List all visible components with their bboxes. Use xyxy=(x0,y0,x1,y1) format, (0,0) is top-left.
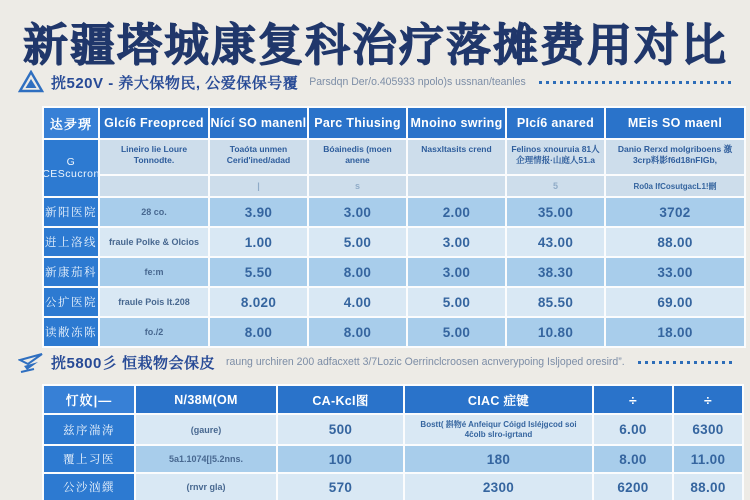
t1-cell: 10.80 xyxy=(507,318,604,346)
t1-subheader-mark: s xyxy=(309,176,406,196)
t1-subheader-desc: Danio Rerxd moIgriboens 激3crp料影f6d18nFIGb, xyxy=(606,140,744,174)
t1-header-cell: PIcí6 anared xyxy=(507,108,604,138)
t1-subheader-desc: Toaóta unmen Cerid'ined/adad xyxy=(210,140,307,174)
t1-cell: 8.00 xyxy=(309,258,406,286)
t2-cell: 8.00 xyxy=(594,446,672,472)
t1-header-cell: Mnoino swring xyxy=(408,108,505,138)
t2-cell: 11.00 xyxy=(674,446,742,472)
section1-heading: 挄520V - 养大保物民, 公爱保保号覆 xyxy=(51,74,299,92)
t1-cell: 5.00 xyxy=(309,228,406,256)
t2-cell: Bostt( 斟物é Anfeiqur Cóigd Isléjgcod soi 4ĉolb slro-igrtand xyxy=(405,415,592,444)
t2-header-cell: CA-KcI图 xyxy=(278,386,403,413)
t2-cell: 6300 xyxy=(674,415,742,444)
t1-subheader-desc: Nasxltasits crend xyxy=(408,140,505,174)
t2-header-sort-icon: ÷ xyxy=(594,386,672,413)
t2-cell: 5a1.1074[|5.2nns. xyxy=(136,446,276,472)
t1-header-cell: Glcí6 Freoprced xyxy=(100,108,208,138)
t1-cell: 18.00 xyxy=(606,318,744,346)
t1-cell: 88.00 xyxy=(606,228,744,256)
t2-row-label: 覆上习医 xyxy=(44,446,134,472)
page-title: 新疆塔城康复科治疗落摊费用对比 xyxy=(22,19,728,70)
section2-note: raung urchiren 200 adfacxett 3/7Lozic Oerrinclcroosen acnverypoing Isljoped oresird”. xyxy=(226,355,625,369)
t1-subheader-mark xyxy=(408,176,505,196)
t1-header-cell: Parc Thiusing xyxy=(309,108,406,138)
t2-header-cell: N/38M(OM xyxy=(136,386,276,413)
t1-cell: 28 co. xyxy=(100,198,208,226)
t1-cell: fe:m xyxy=(100,258,208,286)
t1-subheader-desc: Bóainedis (moen anene xyxy=(309,140,406,174)
t1-cell: 5.00 xyxy=(408,318,505,346)
t1-cell: 35.00 xyxy=(507,198,604,226)
t2-row-label: 公沙汹繏 xyxy=(44,474,134,500)
t2-header-cell: 忊妏|— xyxy=(44,386,134,413)
t2-header-sort-icon: ÷ xyxy=(674,386,742,413)
dotted-leader xyxy=(638,361,732,364)
t1-cell: 33.00 xyxy=(606,258,744,286)
t1-header-cell: 迏夛琾 xyxy=(44,108,98,138)
t1-cell: 69.00 xyxy=(606,288,744,316)
t1-cell: fo./2 xyxy=(100,318,208,346)
t2-cell: 88.00 xyxy=(674,474,742,500)
t1-cell: fraule Pois It.208 xyxy=(100,288,208,316)
t2-row-label: 兹序湍涛 xyxy=(44,415,134,444)
t1-row-label: 逬上洛线 xyxy=(44,228,98,256)
t2-cell: 6200 xyxy=(594,474,672,500)
t1-row-label: 读敝冻陈 xyxy=(44,318,98,346)
t1-header-cell: Nící SO manenl xyxy=(210,108,307,138)
t1-cell: 5.50 xyxy=(210,258,307,286)
t1-cell: 43.00 xyxy=(507,228,604,256)
t2-cell: 100 xyxy=(278,446,403,472)
t2-cell: 180 xyxy=(405,446,592,472)
paper-plane-icon xyxy=(18,350,44,374)
t1-cell: 38.30 xyxy=(507,258,604,286)
t1-subheader-desc: Lineiro lie Loure Tonnodte. xyxy=(100,140,208,174)
t2-cell: (gaure) xyxy=(136,415,276,444)
t1-subheader-mark: Ro0a IfCosutgacL1!刪 xyxy=(606,176,744,196)
t1-cell: 8.00 xyxy=(309,318,406,346)
t1-subheader-label: G CEScucron xyxy=(44,140,98,196)
t1-cell: 5.00 xyxy=(408,288,505,316)
t1-subheader-desc: Felinos xnouruia 81人企理情报·山庭人51.a xyxy=(507,140,604,174)
t1-subheader-mark: 5 xyxy=(507,176,604,196)
t2-cell: 2300 xyxy=(405,474,592,500)
t1-cell: 8.00 xyxy=(210,318,307,346)
t1-row-label: 新康茄科 xyxy=(44,258,98,286)
t1-cell: 8.020 xyxy=(210,288,307,316)
t1-cell: 3.90 xyxy=(210,198,307,226)
t1-cell: 3.00 xyxy=(408,228,505,256)
t1-cell: 4.00 xyxy=(309,288,406,316)
dotted-leader xyxy=(539,81,732,84)
t1-cell: 85.50 xyxy=(507,288,604,316)
t1-row-label: 新阳医院 xyxy=(44,198,98,226)
cost-comparison-table-2 xyxy=(42,384,744,500)
t2-cell: 6.00 xyxy=(594,415,672,444)
section1-note: Parsdqn Der/o.405933 npolo)s ussnan/teanles xyxy=(309,75,526,89)
t1-row-label: 公扩医院 xyxy=(44,288,98,316)
t2-cell: 570 xyxy=(278,474,403,500)
t1-cell: 3.00 xyxy=(309,198,406,226)
t1-cell: 1.00 xyxy=(210,228,307,256)
section2-heading: 挄5800彡 恒栽物会保皮 xyxy=(51,354,216,372)
t1-cell: 3.00 xyxy=(408,258,505,286)
t1-header-cell: MEis SO maenl xyxy=(606,108,744,138)
t1-subheader-mark xyxy=(100,176,208,196)
t1-subheader-mark: | xyxy=(210,176,307,196)
t2-cell: (rnvr gla) xyxy=(136,474,276,500)
t1-cell: 3702 xyxy=(606,198,744,226)
section1-header xyxy=(18,70,732,94)
t2-header-cell: CIAC 症键 xyxy=(405,386,592,413)
mountain-triangle-icon xyxy=(18,70,44,94)
t2-cell: 500 xyxy=(278,415,403,444)
t1-cell: 2.00 xyxy=(408,198,505,226)
section2-header xyxy=(18,350,732,374)
t1-cell: fraule Polke & Olcios xyxy=(100,228,208,256)
cost-comparison-table-1 xyxy=(42,106,746,348)
